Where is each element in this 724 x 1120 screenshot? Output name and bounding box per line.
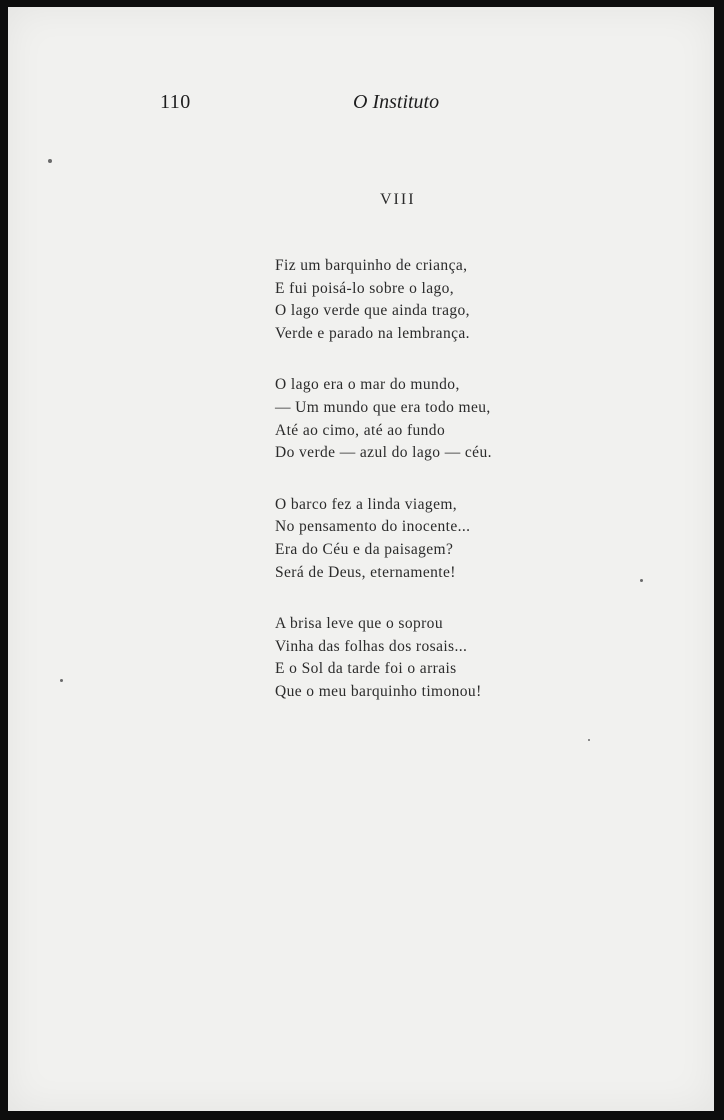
- poem-line: Fiz um barquinho de criança,: [275, 257, 468, 274]
- poem-line: Que o meu barquinho timonou!: [275, 682, 482, 700]
- paper-speck: [60, 679, 63, 682]
- paper-speck: [48, 159, 52, 163]
- poem-line: Até ao cimo, até ao fundo: [275, 421, 446, 439]
- poem-line: — Um mundo que era todo meu,: [275, 398, 491, 416]
- section-number: VIII: [380, 191, 416, 208]
- poem-line: Vinha das folhas dos rosais...: [275, 637, 468, 655]
- poem-line: A brisa leve que o soprou: [275, 615, 443, 633]
- poem-line: E o Sol da tarde foi o arrais: [275, 660, 457, 678]
- stanza: [275, 374, 575, 464]
- poem-line: O barco fez a linda viagem,: [275, 495, 458, 513]
- paper-speck: [640, 579, 643, 582]
- poem-line: Verde e parado na lembrança.: [275, 324, 470, 342]
- running-title: O Instituto: [353, 91, 440, 113]
- poem-line: Será de Deus, eternamente!: [275, 563, 456, 581]
- poem-line: No pensamento do inocente...: [275, 518, 471, 536]
- poem-line: O lago era o mar do mundo,: [275, 376, 460, 394]
- book-page: [8, 7, 714, 1111]
- poem-line: O lago verde que ainda trago,: [275, 302, 470, 320]
- paper-speck: [588, 739, 590, 741]
- stanza: [275, 494, 575, 584]
- page-number: 110: [160, 91, 191, 113]
- stanza: [275, 613, 575, 703]
- poem-line: Era do Céu e da paisagem?: [275, 540, 454, 558]
- poem: [275, 255, 575, 733]
- stanza: [275, 255, 575, 345]
- poem-line: Do verde — azul do lago — céu.: [275, 444, 492, 462]
- poem-line: E fui poisá-lo sobre o lago,: [275, 279, 455, 297]
